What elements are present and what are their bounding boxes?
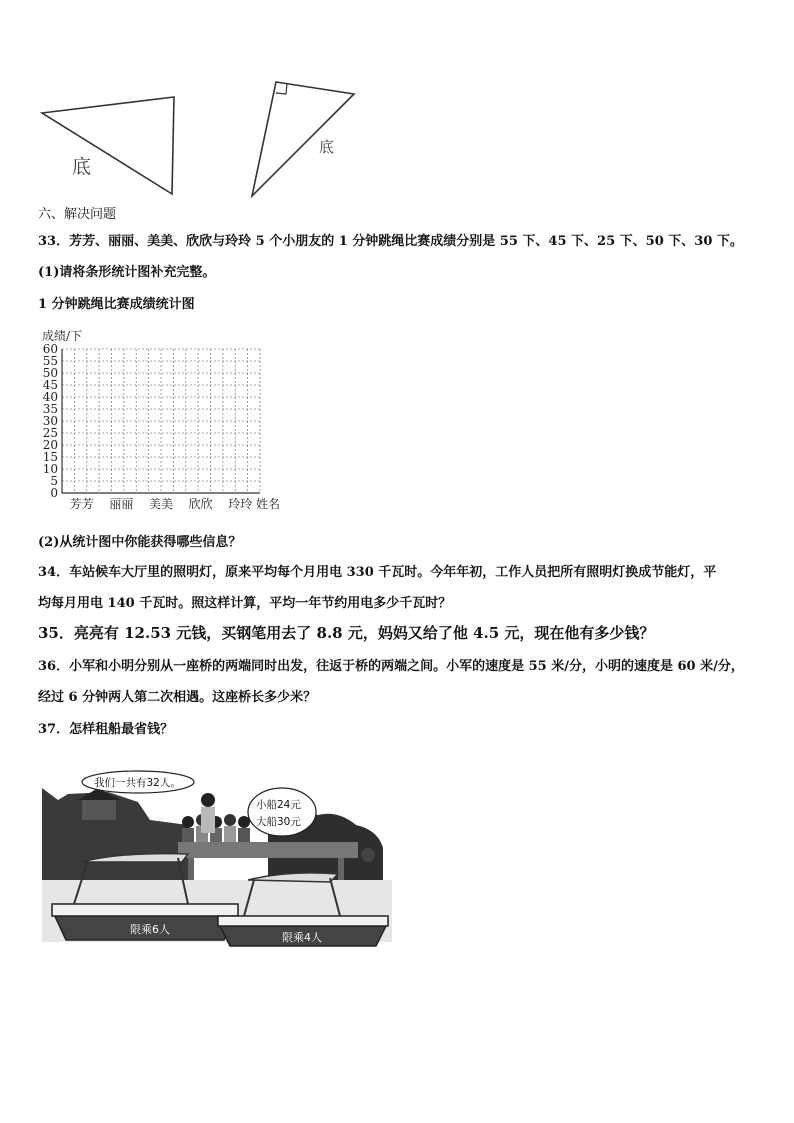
y-tick-label: 35 bbox=[42, 402, 58, 416]
right-angle-mark bbox=[276, 83, 287, 94]
bar-chart[interactable] bbox=[34, 325, 294, 520]
big-boat-limit: 限乘6人 bbox=[130, 923, 170, 936]
q36-line1: 36．小军和小明分别从一座桥的两端同时出发，往返于桥的两端之间。小军的速度是 55 米/分，小明的速度是 60 米/分， bbox=[38, 659, 744, 674]
price-small: 小船24元 bbox=[256, 799, 301, 811]
y-tick-label: 45 bbox=[42, 378, 58, 392]
y-tick-label: 10 bbox=[42, 462, 58, 476]
q34-line1: 34．车站候车大厅里的照明灯，原来平均每个月用电 330 千瓦时。今年年初，工作人员把所有照明灯换成节能灯，平 bbox=[38, 565, 717, 580]
y-tick-label: 20 bbox=[42, 438, 58, 452]
section-title: 六、解决问题 bbox=[38, 207, 117, 222]
y-tick-label: 25 bbox=[42, 426, 58, 440]
chart-grid bbox=[62, 349, 260, 493]
y-tick-label: 50 bbox=[42, 366, 58, 380]
x-category-label: 欣欣 bbox=[188, 497, 213, 511]
y-tick-label: 30 bbox=[42, 414, 58, 428]
q33-part2: (2)从统计图中你能获得哪些信息？ bbox=[38, 535, 242, 550]
x-category-label: 玲玲 bbox=[228, 497, 253, 511]
right-triangle bbox=[252, 82, 354, 196]
y-tick-label: 0 bbox=[50, 486, 58, 500]
x-axis-label: 姓名 bbox=[256, 497, 281, 511]
crowd-of-children bbox=[182, 793, 250, 842]
x-category-label: 丽丽 bbox=[109, 497, 134, 511]
left-triangle-label: 底 bbox=[72, 156, 92, 178]
q37-text: 37．怎样租船最省钱？ bbox=[38, 722, 174, 737]
x-category-label: 美美 bbox=[148, 497, 174, 511]
y-tick-label: 5 bbox=[50, 474, 58, 488]
q35-text: 35．亮亮有 12.53 元钱，买钢笔用去了 8.8 元，妈妈又给了他 4.5 元，现在他有多少钱？ bbox=[38, 624, 655, 642]
y-tick-label: 40 bbox=[42, 390, 58, 404]
x-category-label: 芳芳 bbox=[69, 497, 94, 511]
price-bubble bbox=[248, 788, 316, 836]
boat-rental-illustration bbox=[38, 770, 398, 950]
chart-title: 1 分钟跳绳比赛成绩统计图 bbox=[38, 297, 195, 312]
left-triangle bbox=[42, 97, 174, 194]
q33-part1: (1)请将条形统计图补充完整。 bbox=[38, 265, 216, 280]
price-big: 大船30元 bbox=[256, 816, 301, 828]
speech-text: 我们一共有32人。 bbox=[94, 777, 181, 789]
y-axis-label: 成绩/下 bbox=[42, 329, 83, 343]
q33-text: 33．芳芳、丽丽、美美、欣欣与玲玲 5 个小朋友的 1 分钟跳绳比赛成绩分别是 55 下、45 下、25 下、50 下、30 下。 bbox=[38, 234, 743, 249]
y-tick-labels bbox=[43, 342, 58, 500]
right-triangle-label: 底 bbox=[319, 138, 335, 156]
y-tick-label: 15 bbox=[42, 450, 58, 464]
y-tick-label: 60 bbox=[42, 342, 58, 356]
x-category-labels bbox=[70, 497, 252, 511]
dock bbox=[178, 842, 358, 858]
q36-line2: 经过 6 分钟两人第二次相遇。这座桥长多少米？ bbox=[38, 690, 317, 705]
q34-line2: 均每月用电 140 千瓦时。照这样计算，平均一年节约用电多少千瓦时？ bbox=[38, 596, 452, 611]
y-tick-label: 55 bbox=[42, 354, 58, 368]
small-boat-limit: 限乘4人 bbox=[282, 931, 322, 944]
triangle-figures bbox=[30, 70, 370, 205]
